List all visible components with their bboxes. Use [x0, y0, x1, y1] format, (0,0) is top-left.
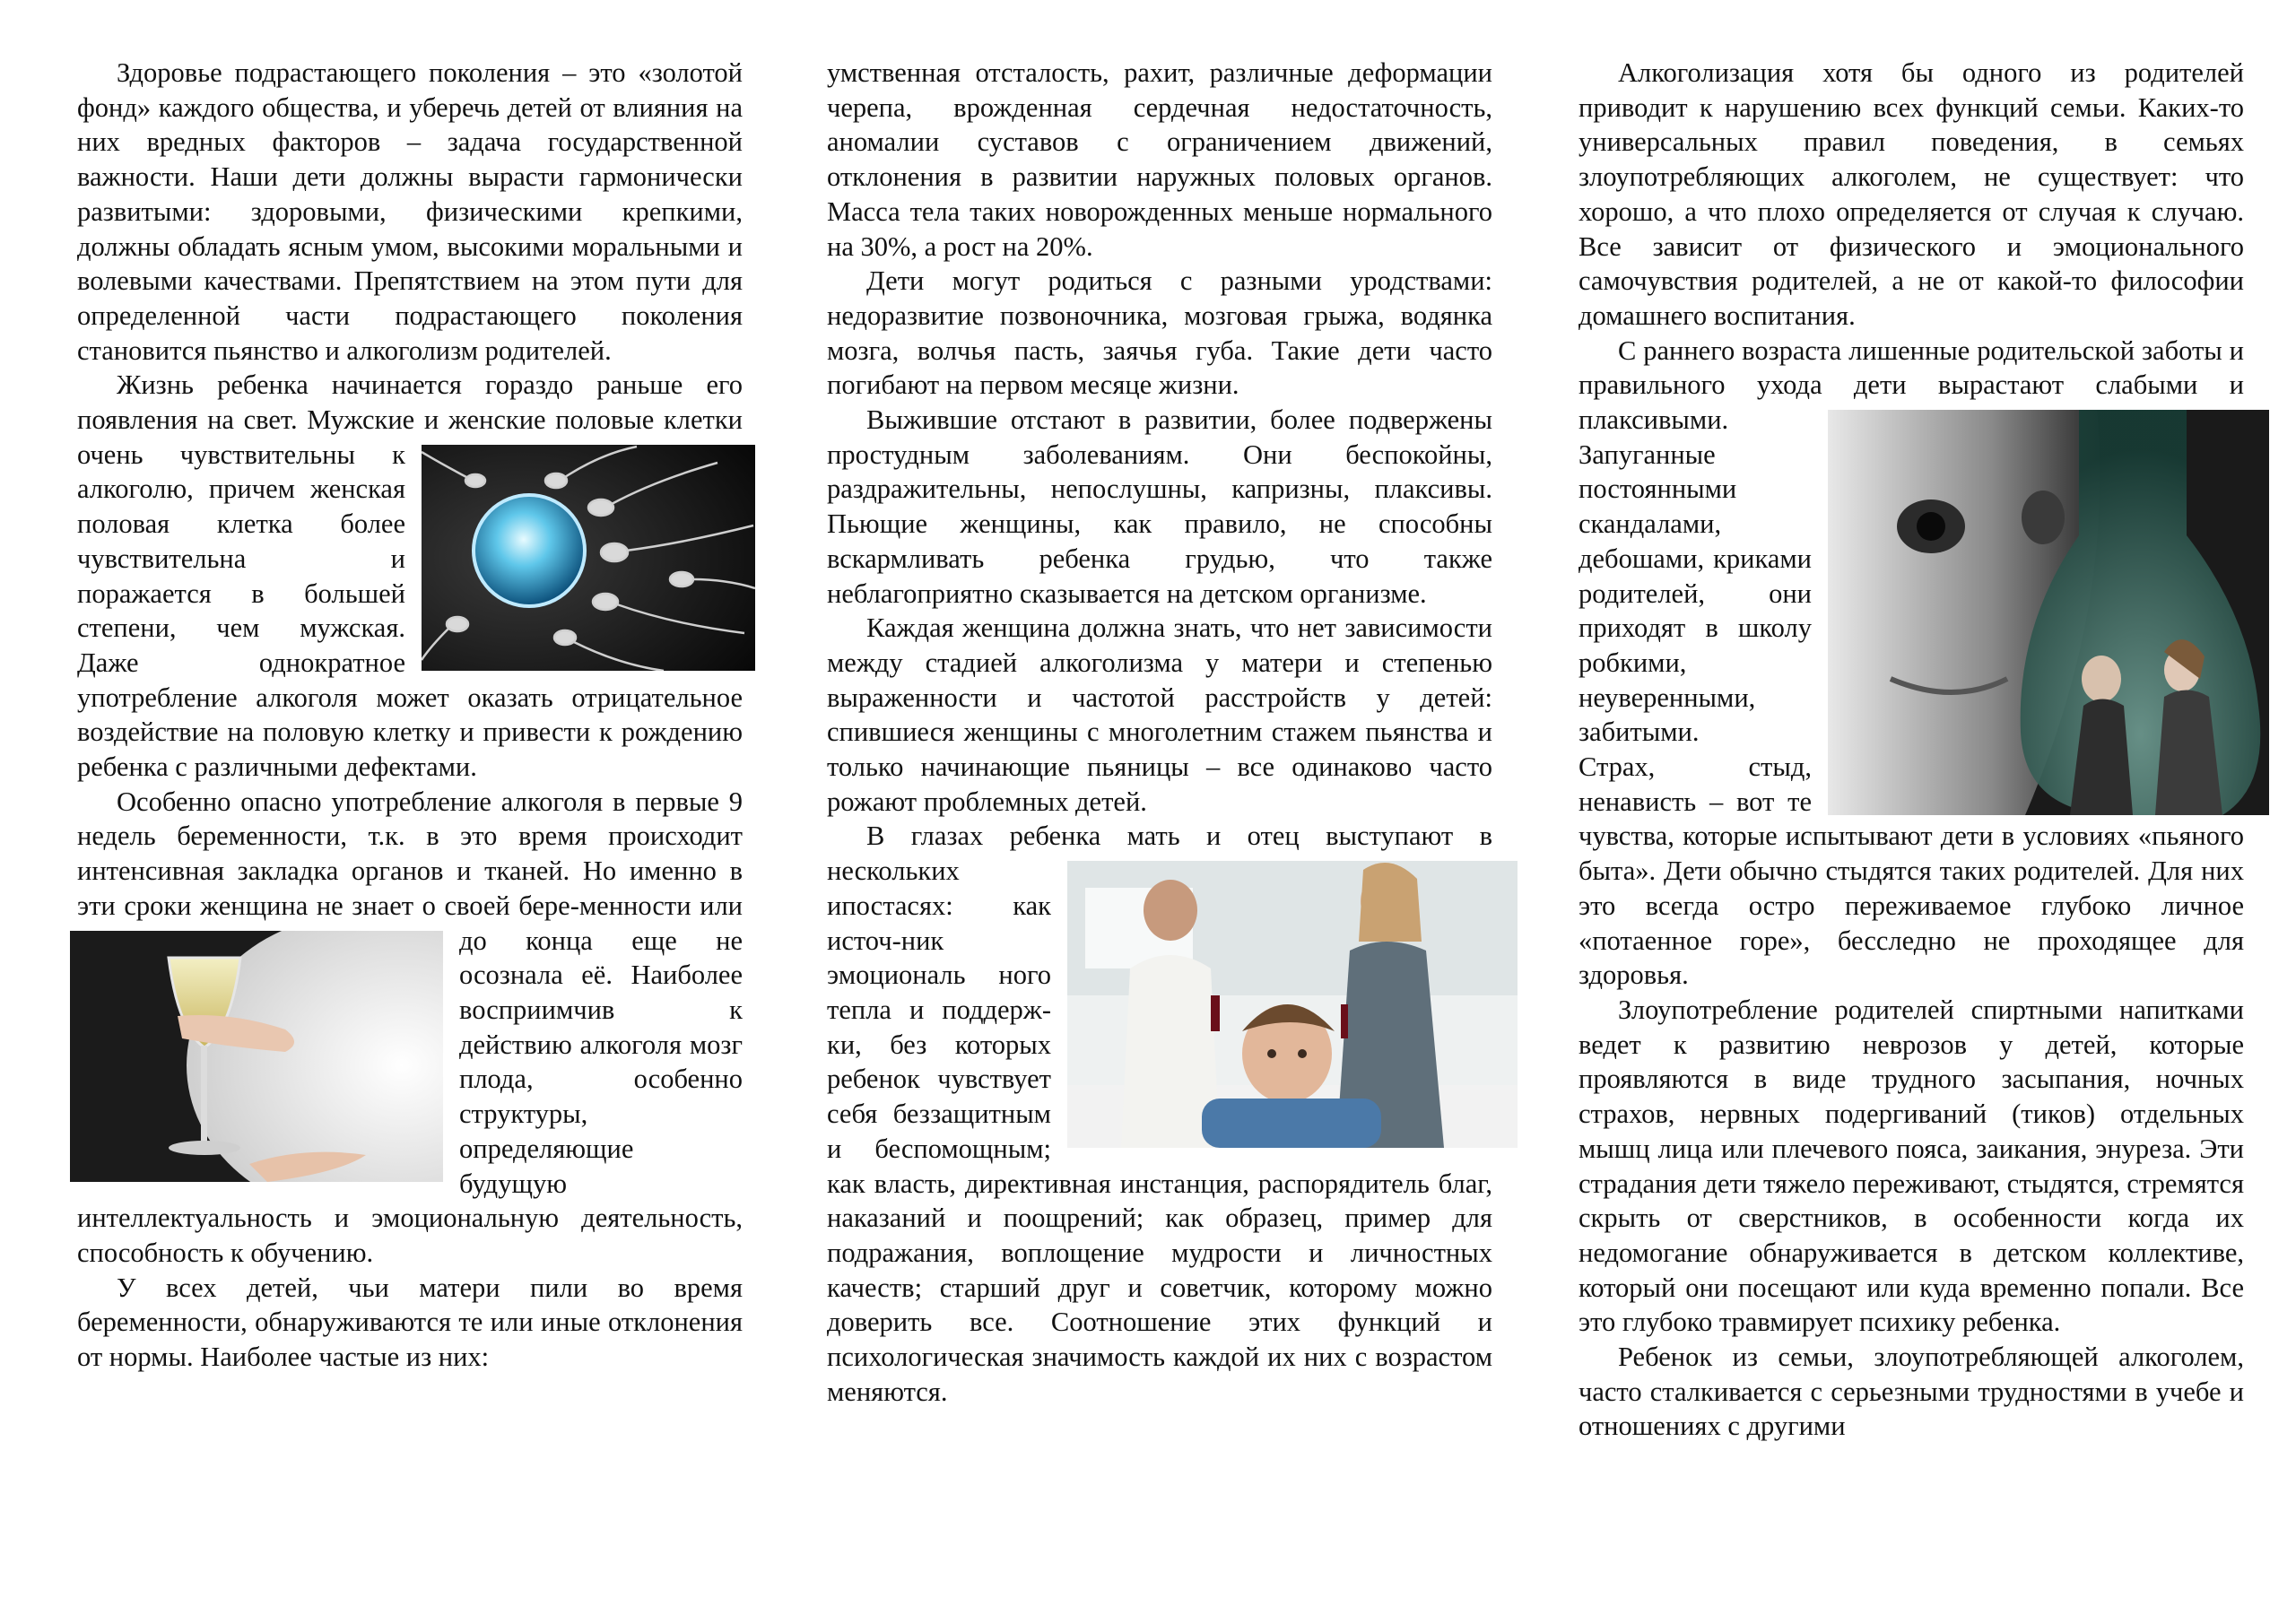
- col3-paragraph-1: Алкоголизация хотя бы одного из родителей приводит к нарушению всех функций семьи. Каких-то универсальных правил поведения, в семьях злоупотребляющих алкоголем, не существует: что хорошо, а что плохо определяется от случая к случаю. Все зависит от физического и эмоционального самочувствия родителей, а не от какой-то философии домашнего воспитания.: [1578, 57, 2244, 331]
- col1-paragraph-4: У всех детей, чьи матери пили во время беременности, обнаруживаются те или иные отклонения от нормы. Наиболее частые из них:: [77, 1272, 743, 1373]
- col1-paragraph-2-text-start: Жизнь ребенка начинается гораздо раньше его появления на свет. Мужские и женские половые: [77, 369, 743, 436]
- col2-paragraph-1: умственная отсталость, рахит, различные деформации черепа, врожденная сердечная недостаточность, аномалии суставов с ограничением движений, отклонения в развитии наружных половых органов. Масса тела таких новорожденных меньше нормального на 30%, а рост на 20%.: [827, 57, 1492, 262]
- col2-paragraph-5-text-start: В глазах ребенка мать и отец выступают в: [866, 821, 1492, 852]
- col3-paragraph-4: Злоупотребление родителей спиртными напитками ведет к развитию неврозов у детей, которые проявляются в виде трудного засыпания, ночных страхов, нервных подергиваний (тиков) отдельных мышц лица или плечевого пояса, заикания, энуреза. Эти страдания дети тяжело переживают, стыдятся, стремятся скрыть от сверстников, в особенности когда их недомогание обнаруживается в детском коллективе, который они посещают или куда временно попали. Все это глубоко травмирует психику ребенка.: [1578, 994, 2244, 1338]
- col1-paragraph-2-text: клетки очень чувствительны к алкоголю, причем женская половая клетка более чувствительна и поражается в большей степени, чем мужская. Даже однократное употребление алкоголя может оказать отрицательное воздействие на половую клетку и привести к рождению ребенка с различными дефектами.: [77, 404, 743, 783]
- pregnant-woman-wine-photo: [70, 931, 443, 1182]
- col1-paragraph-2: [77, 368, 743, 784]
- col3-paragraph-2: [1578, 334, 2244, 750]
- family-quarrel-photo: [1067, 861, 1518, 1148]
- col2-paragraph-5-text: нескольких ипостасях: как источ-ник эмоциональ ного тепла и поддерж-ки, без которых ребенок чувствует себя беззащитным и беспомощным; как власть, директивная инстанция, распорядитель благ, наказаний и поощрений; как образец, пример для подражания, воплощение мудрости и личностных качеств; старший друг и советчик, которому можно доверить все. Соотношение этих функций и психологическая значимость каждой их них с возрастом меняются.: [827, 855, 1492, 1407]
- child-face-bottle-photo: [1828, 410, 2269, 815]
- col3-paragraph-2-text: слабыми и плаксивыми. Запуганные постоянными скандалами, дебошами, криками родителей, они приходят в школу робкими, неуверенными, забитыми.: [1578, 369, 2244, 748]
- col1-paragraph-3-text-start: Особенно опасно употребление алкоголя в первые 9 недель беременности, т.к. в это время происходит интенсивная закладка органов и тканей. Но именно в эти сроки женщина не знает о: [77, 786, 743, 921]
- sperm-egg-photo: [422, 445, 755, 671]
- column-3: [1578, 56, 2244, 1444]
- column-1: [77, 56, 743, 1375]
- col2-paragraph-3: Выжившие отстают в развитии, более подвержены простудным заболеваниям. Они беспокойны, раздражительны, непослушны, капризны, плаксивы. Пьющие женщины, как правило, не способны вскармливать ребенка грудью, что также неблагоприятно сказывается на детском организме.: [827, 404, 1492, 609]
- col1-paragraph-1: Здоровье подрастающего поколения – это «золотой фонд» каждого общества, и уберечь детей от влияния на них вредных факторов – задача государственной важности. Наши дети должны вырасти гармонически развитыми: здоровыми, физическими крепкими, должны обладать ясным умом, высокими моральными и волевыми качествами. Препятствием на этом пути для определенной части подрастающего поколения становится пьянство и алкоголизм родителей.: [77, 57, 743, 366]
- col3-paragraph-3: Страх, стыд, ненависть – вот те чувства, которые испытывают дети в условиях «пьяного быта». Дети обычно стыдятся таких родителей. Для них это всегда остро переживаемое глубоко личное «потаенное горе», бесследно не проходящее для здоровья.: [1578, 751, 2244, 991]
- column-2: [827, 56, 1492, 1409]
- col2-paragraph-5: [827, 819, 1492, 1409]
- col1-paragraph-3-text: своей бере-менности или до конца еще не осознала её. Наиболее восприимчив к действию алкоголя мозг плода, особенно структуры, определяющие будущую интеллектуальность и эмоциональную деятельность, способность к обучению.: [77, 890, 743, 1268]
- col2-paragraph-4: Каждая женщина должна знать, что нет зависимости между стадией алкоголизма у матери и степенью выраженности и частотой расстройств у детей: спившиеся женщины с многолетним стажем пьянства и только начинающие пьяницы – все одинаково часто рожают проблемных детей.: [827, 612, 1492, 817]
- col1-paragraph-3: [77, 785, 743, 1271]
- col3-paragraph-2-text-start: С раннего возраста лишенные родительской заботы и правильного ухода дети вырастают: [1578, 334, 2244, 401]
- col2-paragraph-2: Дети могут родиться с разными уродствами: недоразвитие позвоночника, мозговая грыжа, водянка мозга, волчья пасть, заячья губа. Такие дети часто погибают на первом месяце жизни.: [827, 265, 1492, 401]
- col3-paragraph-5: Ребенок из семьи, злоупотребляющей алкоголем, часто сталкивается с серьезными трудностями в учебе и отношениях с другими: [1578, 1342, 2244, 1442]
